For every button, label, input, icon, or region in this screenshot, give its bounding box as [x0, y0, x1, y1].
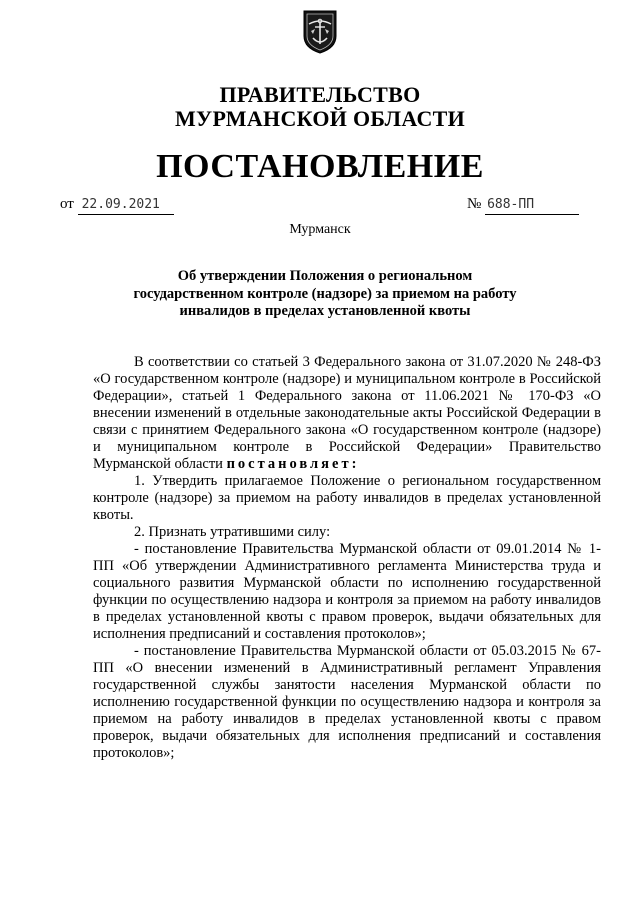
paragraph-repeal-2: - постановление Правительства Мурманской области от 05.03.2015 № 67-ПП «О внесении изменений в Административный регламент Управления государственной службы занятости населения Мурманской области по исполнению государственной функции по осуществлению надзора и контроля за приемом на работу инвалидов в пределах установленной квоты с правом проверок, выдачи обязательных для исполнения предписаний и составления протоколов»; — [93, 643, 601, 761]
government-name-line1: ПРАВИТЕЛЬСТВО — [219, 82, 421, 107]
number-value: 688-ПП — [487, 197, 535, 212]
resolves-word: постановляет: — [226, 456, 360, 472]
paragraph-item-2: 2. Признать утратившими силу: — [134, 524, 331, 540]
coat-of-arms-icon — [303, 10, 337, 54]
paragraph-repeal-1: - постановление Правительства Мурманской области от 09.01.2014 № 1-ПП «Об утверждении Административного регламента Министерства труда и социального развития Мурманской области по исполнению государственной функции по осуществлению надзора и контроля за приемом на работу инвалидов в пределах установленной квоты с правом проверок, выдачи обязательных для исполнения предписаний и составления протоколов»; — [93, 541, 601, 642]
date-prefix: от — [60, 196, 74, 212]
date-value: 22.09.2021 — [81, 197, 160, 212]
paragraph-item-1: 1. Утвердить прилагаемое Положение о региональном государственном контроле (надзоре) за приемом на работу инвалидов в пределах установленной квоты. — [93, 473, 601, 523]
city-name: Мурманск — [289, 222, 351, 237]
paragraph-preamble — [93, 354, 601, 473]
document-subject: Об утверждении Положения о региональном государственном контроле (надзоре) за приемом на работу инвалидов в пределах установленной квоты — [133, 268, 517, 319]
number-prefix: № — [467, 196, 482, 212]
document-body — [93, 354, 601, 762]
document-date — [60, 195, 174, 215]
government-name-line2: МУРМАНСКОЙ ОБЛАСТИ — [174, 106, 466, 131]
document-number — [467, 195, 579, 215]
document-type-title: ПОСТАНОВЛЕНИЕ — [156, 148, 484, 185]
preamble-text: В соответствии со статьей 3 Федерального закона от 31.07.2020 № 248-ФЗ «О государственном контроле (надзоре) и муниципальном контроле в Российской Федерации», статьей 1 Федерального закона от 11.06.2021 № 170-ФЗ «О внесении изменений в отдельные законодательные акты Российской Федерации в связи с принятием Федерального закона «О государственном контроле (надзоре) и муниципальном контроле в Российской Федерации» Правительство Мурманской области — [93, 354, 601, 472]
